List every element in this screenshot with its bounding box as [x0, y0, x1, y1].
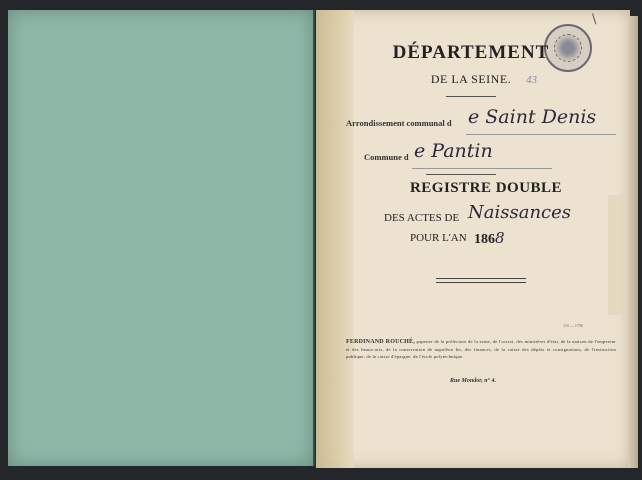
department-title: DÉPARTEMENT	[392, 42, 550, 63]
arrondissement-handwritten: e Saint Denis	[468, 106, 597, 128]
printer-text: papetier de la préfecture de la seine, de l'octroi, des ministères d'état, de la maison de l'empereur et des beaux-arts, de la conservation de napoléon Ier, des finances, de la caisse des dépôts et consignations, de l'instruction publique, de la caisse d'épargne, de l'école polytechnique.	[346, 339, 616, 359]
commune-label: Commune d	[364, 152, 409, 162]
arrondissement-line	[466, 134, 616, 135]
divider-rule	[446, 96, 496, 97]
acts-handwritten: Naissances	[468, 202, 572, 223]
divider-rule	[426, 174, 496, 175]
year-handwritten: 8	[495, 229, 505, 247]
commune-line	[412, 168, 552, 169]
year-value	[474, 229, 505, 248]
register-cover	[8, 10, 315, 466]
page-stack-edge	[628, 16, 638, 468]
corner-annotation: \	[592, 12, 597, 27]
acts-label: DES ACTES DE	[384, 212, 460, 224]
paper-strip-right	[608, 195, 624, 315]
printer-name: FERDINAND ROUCHÉ,	[346, 339, 415, 345]
printer-address: Rue Mondor, n° 4.	[450, 378, 496, 384]
register-title: REGISTRE DOUBLE	[409, 180, 563, 196]
handwritten-number: 43	[526, 74, 537, 86]
register-title-page	[316, 10, 630, 468]
paper-strip-left	[316, 10, 354, 468]
year-label: POUR L'AN	[410, 232, 467, 244]
department-subtitle: DE LA SEINE.	[430, 72, 512, 86]
printer-reference: 110 — 1796	[563, 323, 583, 328]
commune-handwritten: e Pantin	[414, 140, 493, 162]
printer-imprint	[346, 338, 616, 360]
arrondissement-label: Arrondissement communal d	[346, 118, 452, 128]
ornament-rule	[436, 278, 526, 283]
year-printed: 186	[474, 232, 495, 247]
